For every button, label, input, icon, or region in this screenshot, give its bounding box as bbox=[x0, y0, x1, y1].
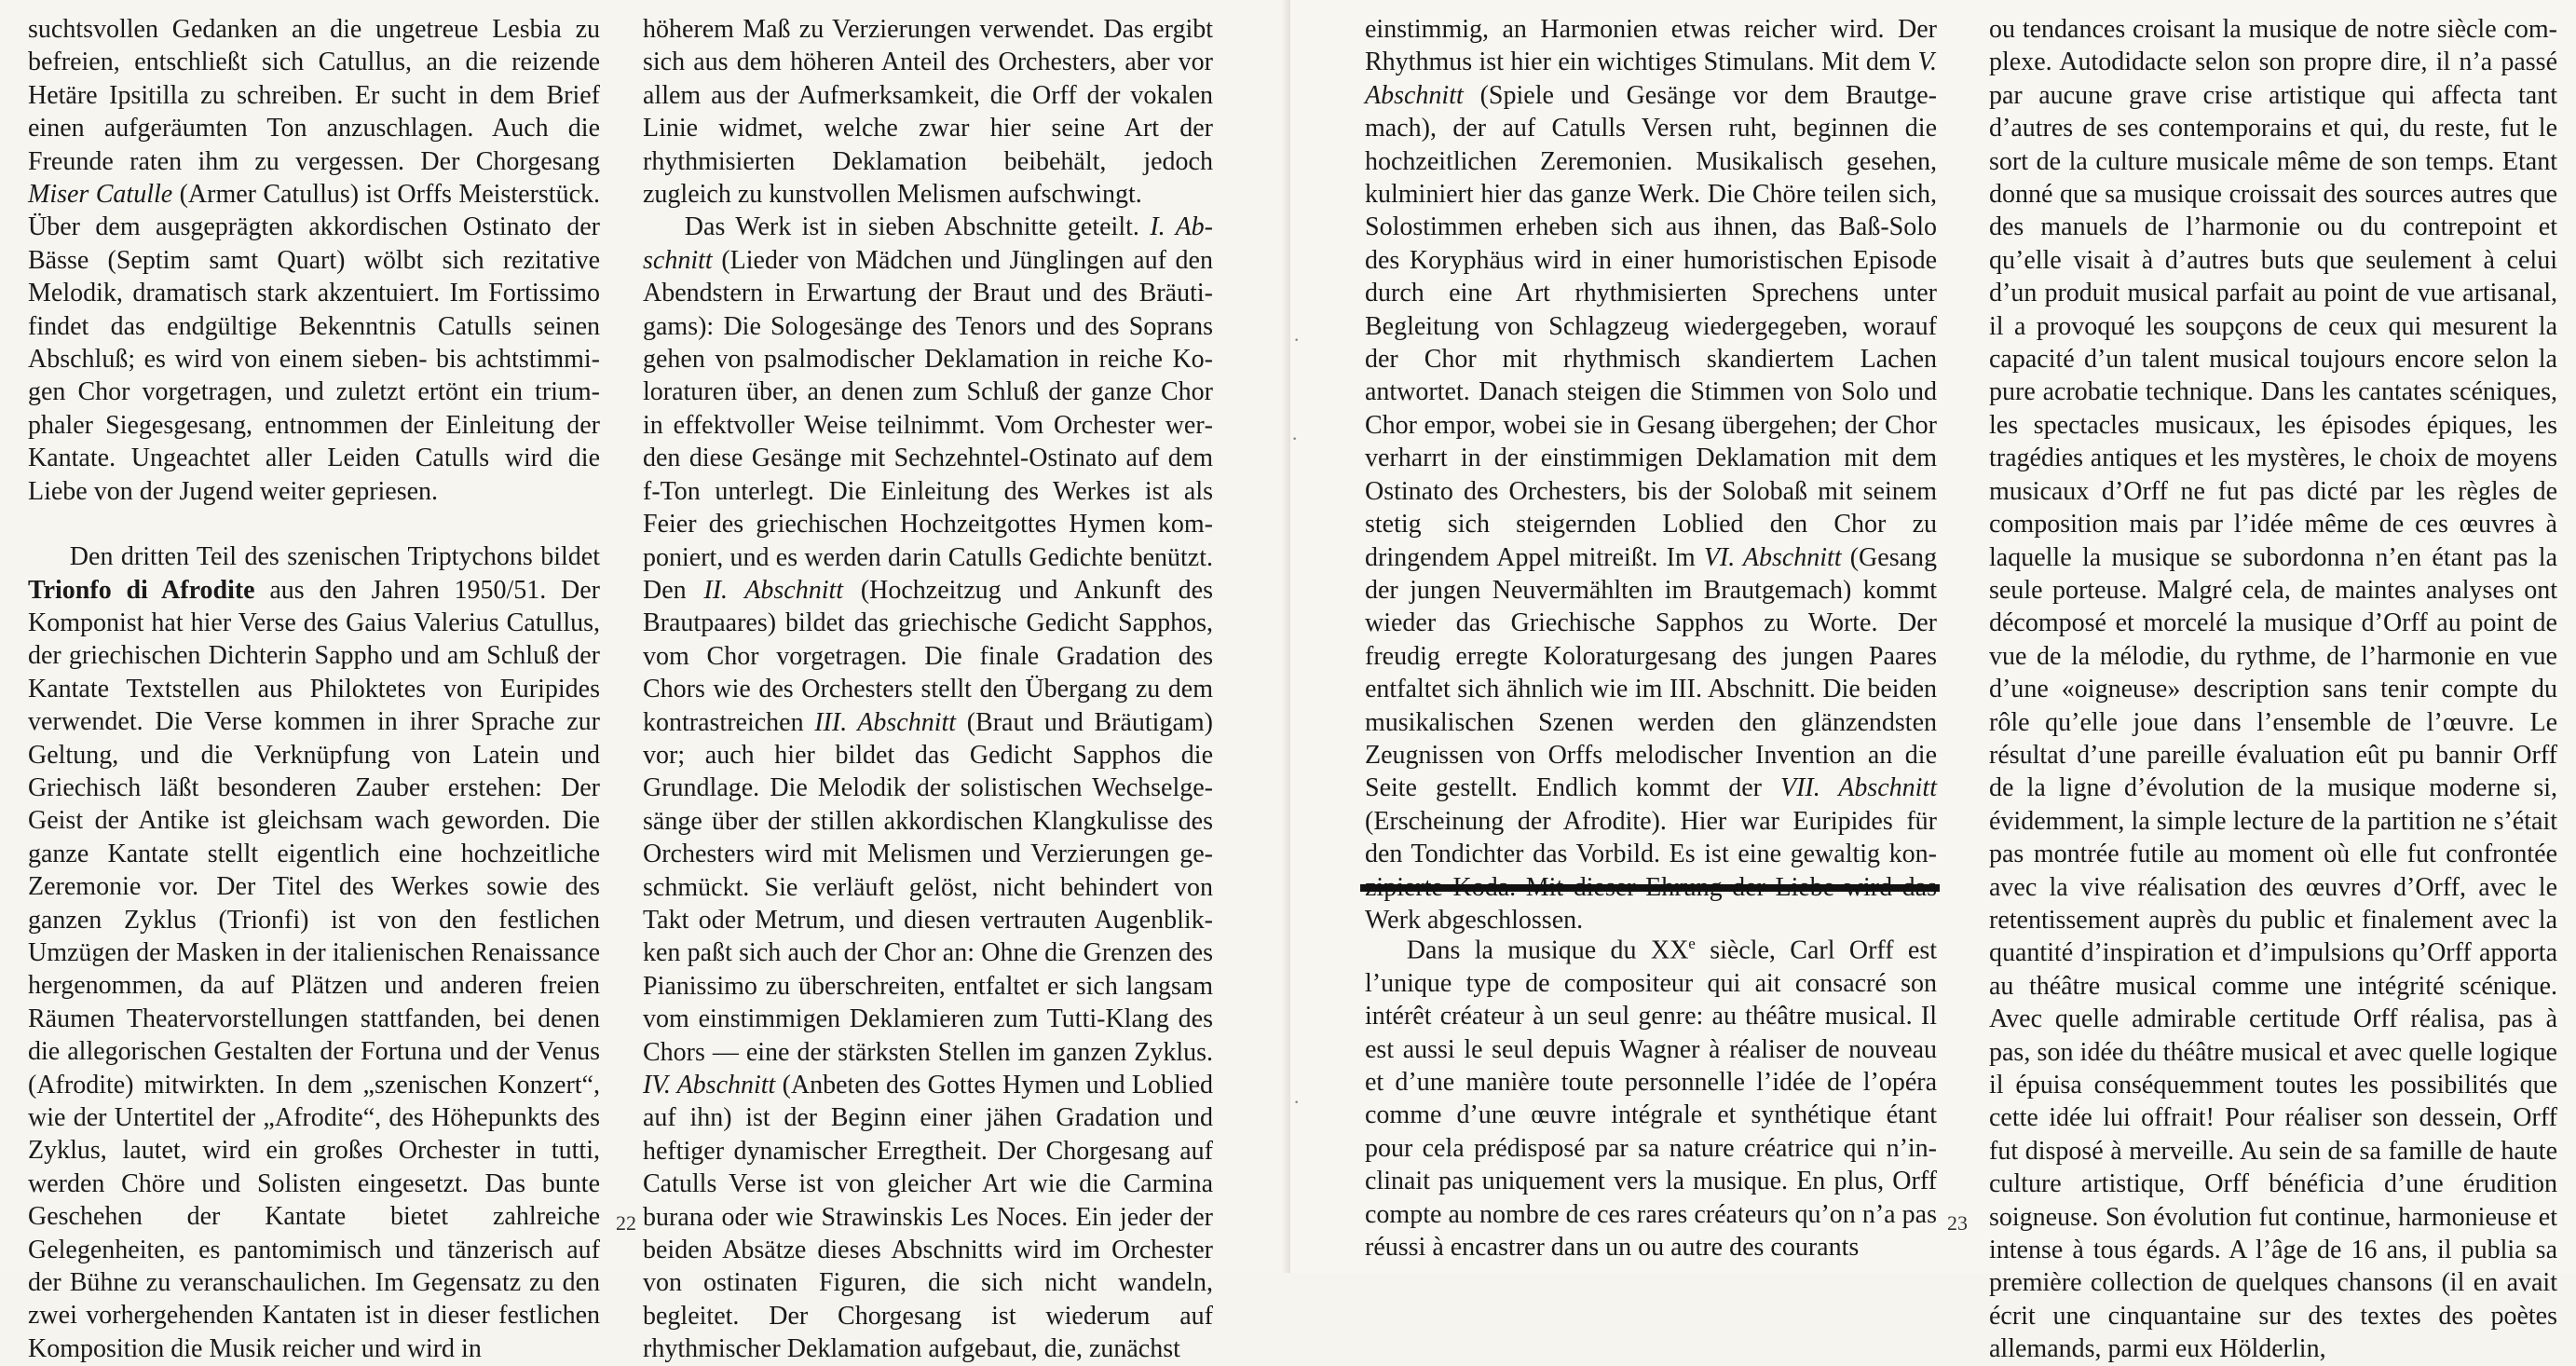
section-label-3: III. Abschnitt bbox=[814, 707, 957, 737]
page-number-right: 23 bbox=[1947, 1211, 1968, 1235]
left-column-2 bbox=[643, 13, 1213, 1366]
section-label-2: II. Abschnitt bbox=[703, 575, 844, 605]
work-title-trionfo: Trionfo di Afrodite bbox=[28, 575, 255, 605]
binding-mark: · bbox=[1291, 427, 1299, 450]
page-number-left: 22 bbox=[616, 1211, 636, 1235]
right-column-1-french bbox=[1365, 927, 1937, 1264]
right-column-1 bbox=[1365, 13, 1937, 936]
section-divider-rule bbox=[1360, 884, 1940, 892]
paragraph-ornament: höherem Maß zu Verzierungen verwendet. Das ergibt sich aus dem höheren Anteil des Orchesters, aber vor allem aus der Aufmerksamkeit, die Orff der vokalen Linie widmet, welche zwar hier seine Art der rhythmisierten Deklamation beibehält, jedoch zugleich zu kunstvollen Melismen aufschwingt. bbox=[643, 15, 1213, 210]
section-label-7: VII. Abschnitt bbox=[1779, 773, 1937, 803]
paragraph-trionfo: Den dritten Teil des szenischen Triptychons bildet Trionfo di Afrodite aus den Jahren 1950/51. Der Komponist hat hier Verse des Gaius Valerius Catullus, der griechischen Dichterin Sappho und am Schluß der Kantate Textstellen aus Philoktetes von Euripides verwendet. Die Verse kommen in ihrer Sprache zur Geltung, und die Verknüpfung von Latein und Griechisch läßt besonderen Zauber erstehen: Der Geist der Antike ist gleichsam wach geworden. Die ganze Kantate stellt eigentlich eine hochzeitliche Zeremonie vor. Der Titel des Werkes sowie des ganzen Zyklus (Trionfi) ist von den festlichen Umzügen der Masken in der italienischen Renaissance hergenommen, da auf Plätzen und anderen freien Räumen Theatervorstellungen stattfanden, bei denen die allegorischen Gestalten der Fortuna und der Venus (Afrodite) mitwirkten. In dem „szenischen Konzert“, wie der Untertitel der „Afrodite“, des Höhepunkts des Zyklus, lautet, wird ein großes Orchester in tutti, werden Chöre und Solisten eingesetzt. Das bunte Geschehen der Kantate bietet zahlreiche Gelegenheiten, es pantomimisch und tänzerisch auf der Bühne zu veranschaulichen. Im Gegensatz zu den zwei vorhergehenden Kantaten ist in dieser festlichen Komposition die Musik reicher und wird in bbox=[28, 542, 600, 1363]
paragraph-french-main: ou tendances croisant la musique de notre siècle complexe. Autodidacte selon son propre dire, il n’a passé par aucune grave crise artistique qui affecta tant d’autres de ses contemporains et qui, du reste, fut le sort de la culture musicale même de son temps. Etant donné que sa musique croissait des sources autres que des manuels de l’harmonie ou du contrepoint et qu’elle visait à d’autres buts que seulement à celui d’un produit musical parfait au point de vue artisanal, il a provoqué les soupçons de ceux qui mesurent la capacité d’un talent musical toujours encore selon la pure acrobatie technique. Dans les cantates scéniques, les spectacles musicaux, les épisodes épiques, les tragédies antiques et les mystères, le choix de moyens musicaux d’Orff ne fut pas dicté par les règles de composition mais par l’idée même de ces œuvres à laquelle la musique se subordonna n’en étant pas la seule porteuse. Malgré cela, de maintes analyses ont décomposé et morcelé la musique d’Orff au point de vue de la mélodie, du rythme, de l’harmonie en vue d’une «oigneuse» description sans tenir compte du rôle qu’elle joue dans l’ensemble de l’œuvre. Le résultat d’une pareille évaluation eût pu bannir Orff de la ligne d’évolution de la musique moderne si, évidemment, la simple lecture de la partition ne s’était pas montrée futile au moment où elle fut confrontée avec la vive réalisation des œuvres d’Orff, avec le retentissement auprès du public et finalement avec la quantité d’inspiration et d’impulsions qu’Orff apporta au théâtre musical comme une intégrité scénique. Avec quelle admirable certitude Orff réalisa, pas à pas, son idée du théâtre musical et avec quelle logique il épuisa conséquemment toutes les possibilités que cette idée lui offrait! Pour réaliser son dessein, Orff fut disposé à merveille. Au sein de sa famille de haute culture artistique, Orff bénéficia d’une érudition soigneuse. Son évolution fut continue, harmonieuse et intense à tous égards. A l’âge de 16 ans, il publia sa première collection de quelques chansons (il en avait écrit une cinquantaine sur des textes des poètes allemands, parmi eux Hölderlin, bbox=[1989, 15, 2557, 1364]
left-column-1 bbox=[28, 13, 600, 1365]
binding-mark: · bbox=[1293, 1090, 1301, 1113]
section-label-6: VI. Abschnitt bbox=[1703, 542, 1842, 572]
section-label-5: V. Abschnitt bbox=[1365, 48, 1937, 110]
section-label-4: IV. Abschnitt bbox=[643, 1071, 776, 1100]
paragraph-catullus: suchtsvollen Gedanken an die ungetreue Lesbia zu befreien, entschließt sich Catullus, an die reizende Hetäre Ipsitilla zu schreiben. Er sucht in dem Brief einen aufgeräumten Ton anzuschlagen. Auch die Freunde raten ihm zu vergessen. Der Chorgesang Miser Catulle (Armer Catullus) ist Orffs Meisterstück. Über dem ausgeprägten akkordischen Ostinato der Bässe (Septim samt Quart) wölbt sich rezitative Melodik, dramatisch stark akzentuiert. Im Fortissimo findet das endgültige Bekenntnis Catulls seinen Abschluß; es wird von einem sieben- bis achtstimmigen Chor vorgetragen, und zuletzt ertönt ein triumphaler Siegesgesang, entnommen der Einleitung der Kantate. Ungeachtet aller Leiden Catulls wird die Liebe von der Jugend weiter gepriesen. bbox=[28, 15, 600, 506]
work-title-miser-catulle: Miser Catulle bbox=[28, 180, 173, 210]
paragraph-french-intro: Dans la musique du XXe siècle, Carl Orff est l’unique type de compositeur qui ait consacré son intérêt créateur à un seul genre: au théâtre musical. Il est aussi le seul depuis Wagner à réaliser de nouveau et d’une manière toute personnelle l’idée de l’opéra comme d’une œuvre intégrale et synthétique étant pour cela prédisposé par sa nature créatrice qui n’inclinait pas uniquement vers la musique. En plus, Orff compte au nombre de ces rares créateurs qu’on n’a pas réussi à encastrer dans un ou autre des courants bbox=[1365, 935, 1937, 1262]
paragraph-sections: Das Werk ist in sieben Abschnitte geteilt. I. Abschnitt (Lieder von Mädchen und Jünglingen auf den Abendstern in Erwartung der Braut und des Bräutigams): Die Sologesänge des Tenors und des Soprans gehen von psalmodischer Deklamation in reiche Koloraturen über, an denen zum Schluß der ganze Chor in effektvoller Weise teilnimmt. Vom Orchester werden diese Gesänge mit Sechzehntel-Ostinato auf dem f-Ton unterlegt. Die Einleitung des Werkes ist als Feier des griechischen Hochzeitgottes Hymen komponiert, und es werden darin Catulls Gedichte benützt. Den II. Abschnitt (Hochzeitzug und Ankunft des Brautpaares) bildet das griechische Gedicht Sapphos, vom Chor vorgetragen. Die finale Gradation des Chors wie des Orchesters stellt den Übergang zu dem kontrastreichen III. Abschnitt (Braut und Bräutigam) vor; auch hier bildet das Gedicht Sapphos die Grundlage. Die Melodik der solistischen Wechselgesänge über der stillen akkordischen Klangkulisse des Orchesters wird mit Melismen und Verzierungen geschmückt. Sie verläuft gelöst, nicht behindert von Takt oder Metrum, und diesen vertrauten Augenblikken paßt sich auch der Chor an: Ohne die Grenzen des Pianissimo zu überschreiten, entfaltet er sich langsam vom einstimmigen Deklamieren zum Tutti-Klang des Chors — eine der stärksten Stellen im ganzen Zyklus. IV. Abschnitt (Anbeten des Gottes Hymen und Loblied auf ihn) ist der Beginn einer jähen Gradation und heftiger dynamischer Erregtheit. Der Chorgesang auf Catulls Verse ist von gleicher Art wie die Carmina burana oder wie Strawinskis Les Noces. Ein jeder der beiden Absätze dieses Abschnitts wird im Orchester von ostinaten Figuren, die sich nicht wandeln, begleitet. Der Chorgesang ist wiederum auf rhythmischer Deklamation aufgebaut, die, zunächst bbox=[643, 212, 1214, 1364]
section-label-1: I. Abschnitt bbox=[643, 212, 1213, 275]
right-column-2 bbox=[1989, 13, 2557, 1366]
binding-mark: · bbox=[1293, 328, 1301, 351]
paragraph-sections-cont: einstimmig, an Harmonien etwas reicher wird. Der Rhythmus ist hier ein wichtiges Stimulans. Mit dem V. Abschnitt (Spiele und Gesänge vor dem Brautgemach), der auf Catulls Versen ruht, beginnen die hochzeitlichen Zeremonien. Musikalisch gesehen, kulminiert hier das ganze Werk. Die Chöre teilen sich, Solostimmen erheben sich aus ihnen, das Baß-Solo des Koryphäus wird in einer humoristischen Episode durch eine Art rhythmisierten Sprechens unter Begleitung von Schlagzeug wiedergegeben, worauf der Chor mit rhythmisch skandiertem Lachen antwortet. Danach steigen die Stimmen von Solo und Chor empor, wobei sie in Gesang übergehen; der Chor verharrt in der einstimmigen Deklamation mit dem Ostinato des Orchesters, bis der Solobaß mit seinem stetig sich steigernden Loblied den Chor zu dringendem Appel mitreißt. Im VI. Abschnitt (Gesang der jungen Neuvermählten im Brautgemach) kommt wieder das Griechische Sapphos zu Worte. Der freudig erregte Koloraturgesang des jungen Paares entfaltet sich ähnlich wie im III. Abschnitt. Die beiden musikalischen Szenen werden den glänzendsten Zeugnissen von Orffs melodischer Invention an die Seite gestellt. Endlich kommt der VII. Abschnitt (Erscheinung der Afrodite). Hier war Euripides für den Tondichter das Vorbild. Es ist eine gewaltig kon Werk abgeschlossen. bbox=[1365, 15, 1938, 935]
